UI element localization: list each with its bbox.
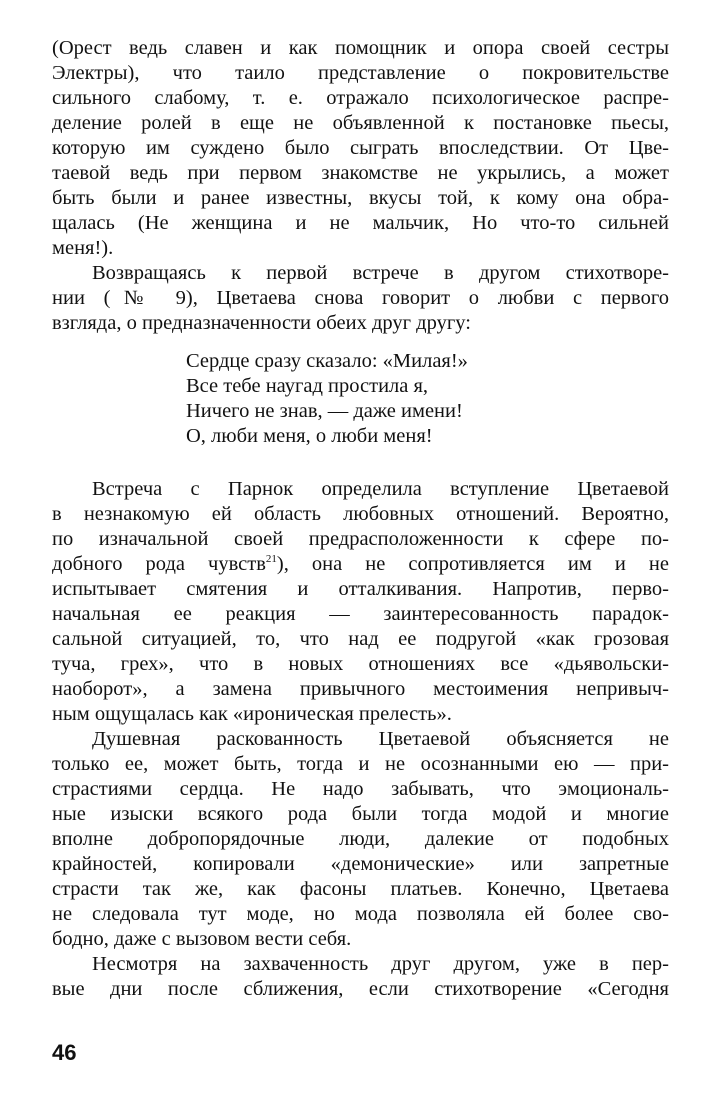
text-line: наоборот», а замена привычного местоимения непривыч- bbox=[52, 678, 669, 700]
text-line: Возвращаясь к первой встрече в другом стихотворе- bbox=[92, 262, 669, 284]
text-line: крайностей, копировали «демонические» или запретные bbox=[52, 853, 669, 875]
poem-line: Все тебе наугад простила я, bbox=[186, 375, 429, 397]
text-line: вполне добропорядочные люди, далекие от подобных bbox=[52, 828, 669, 850]
text-line: Встреча с Парнок определила вступление Цветаевой bbox=[92, 478, 669, 500]
text-line: щалась (Не женщина и не мальчик, Но что-то сильней bbox=[52, 212, 669, 234]
page-number: 46 bbox=[52, 1040, 77, 1065]
text-line: ным ощущалась как «ироническая прелесть». bbox=[52, 703, 452, 725]
text-line: быть были и ранее известны, вкусы той, к кому она обра- bbox=[52, 187, 669, 209]
text-line: в незнакомую ей область любовных отношений. Вероятно, bbox=[52, 503, 669, 525]
page-body bbox=[52, 36, 669, 1002]
poem-line: О, люби меня, о люби меня! bbox=[186, 425, 433, 447]
paragraph bbox=[52, 727, 669, 952]
text-line: по изначальной своей предрасположенности к сфере по- bbox=[52, 528, 669, 550]
poem-line: Сердце сразу сказало: «Милая!» bbox=[186, 350, 468, 372]
text-line: страстиями сердца. Не надо забывать, что эмоциональ- bbox=[52, 778, 669, 800]
text-line: Несмотря на захваченность друг другом, уже в пер- bbox=[92, 953, 669, 975]
text-line: вые дни после сближения, если стихотворение «Сегодня bbox=[52, 978, 669, 1000]
text-line: бодно, даже с вызовом вести себя. bbox=[52, 928, 352, 950]
text-line: (Орест ведь славен и как помощник и опора своей сестры bbox=[52, 37, 669, 59]
paragraph bbox=[52, 477, 669, 727]
text-line: только ее, может быть, тогда и не осознанными ею — при- bbox=[52, 753, 669, 775]
text-line: Душевная раскованность Цветаевой объясняется не bbox=[92, 728, 669, 750]
text-line: таевой ведь при первом знакомстве не укрылись, а может bbox=[52, 162, 669, 184]
text-line: меня!). bbox=[52, 237, 114, 259]
text-line: Электры), что таило представление о покровительстве bbox=[52, 62, 669, 84]
text-line: нии (№ 9), Цветаева снова говорит о любви с первого bbox=[52, 287, 669, 309]
text-line: туча, грех», что в новых отношениях все «дьявольски- bbox=[52, 653, 669, 675]
text-line: которую им суждено было сыграть впоследствии. От Цве- bbox=[52, 137, 669, 159]
text-line: страсти так же, как фасоны платьев. Конечно, Цветаева bbox=[52, 878, 669, 900]
poem-line: Ничего не знав, — даже имени! bbox=[186, 400, 463, 422]
paragraph bbox=[52, 36, 669, 261]
text-line: деление ролей в еще не объявленной к постановке пьесы, bbox=[52, 112, 669, 134]
paragraph bbox=[52, 952, 669, 1002]
text-line: испытывает смятения и отталкивания. Напротив, перво- bbox=[52, 578, 669, 600]
text-line: ные изыски всякого рода были тогда модой и многие bbox=[52, 803, 669, 825]
text-fragment: ), она не сопротивляется им и не bbox=[276, 553, 669, 575]
text-line: сильного слабому, т. е. отражало психологическое распре- bbox=[52, 87, 669, 109]
text-fragment: добного рода чувств bbox=[52, 553, 266, 575]
text-line: не следовала тут моде, но мода позволяла ей более сво- bbox=[52, 903, 669, 925]
text-line: взгляда, о предназначенности обеих друг другу: bbox=[52, 312, 471, 334]
paragraph bbox=[52, 261, 669, 336]
text-line-with-footnote bbox=[52, 552, 669, 577]
poem-quote bbox=[186, 349, 669, 449]
text-line: начальная ее реакция — заинтересованность парадок- bbox=[52, 603, 669, 625]
text-line: сальной ситуацией, то, что над ее подругой «как грозовая bbox=[52, 628, 669, 650]
footnote-marker: 21 bbox=[265, 553, 277, 565]
